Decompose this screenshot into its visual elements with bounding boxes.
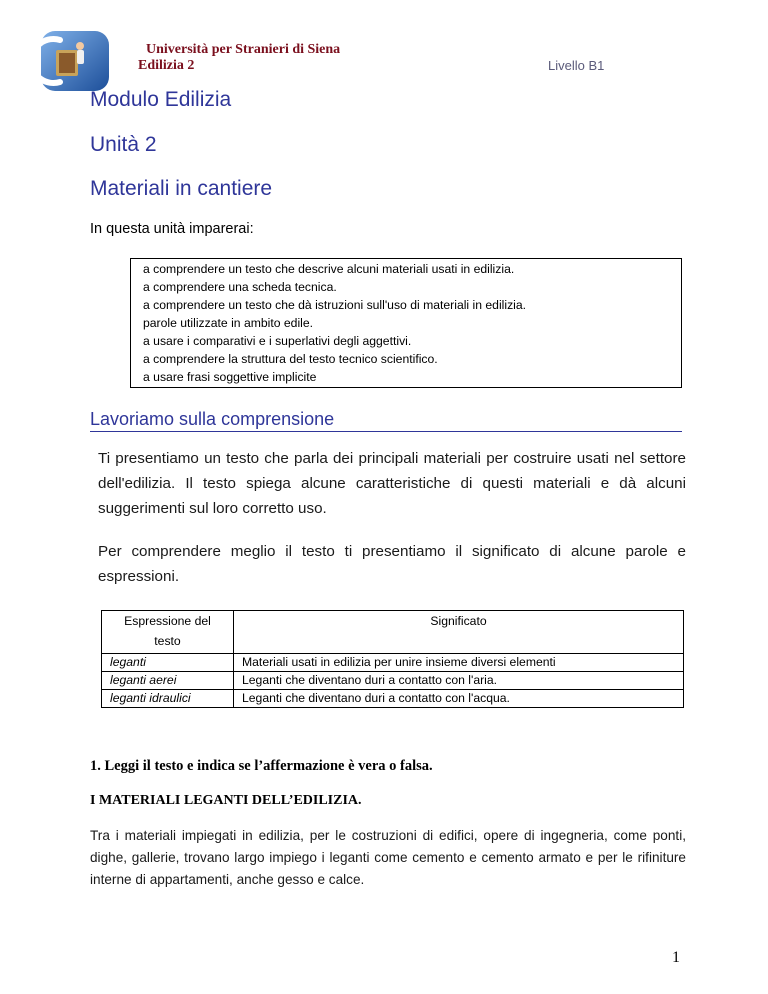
glossary-meaning: Materiali usati in edilizia per unire insieme diversi elementi — [234, 654, 684, 672]
table-row — [102, 690, 684, 708]
intro-paragraph: Ti presentiamo un testo che parla dei principali materiali per costruire usati nel settore dell'edilizia. Il testo spiega alcune caratteristiche di questi materiali e dà alcuni suggerimenti sul loro corretto uso. — [98, 450, 686, 517]
university-name: Università per Stranieri di Siena — [146, 42, 341, 57]
glossary-term: leganti — [102, 654, 234, 672]
section-divider — [90, 431, 682, 432]
objective-item: a comprendere un testo che dà istruzioni sull'uso di materiali in edilizia. — [143, 298, 527, 312]
objective-item: parole utilizzate in ambito edile. — [143, 316, 314, 330]
exercise-instruction: 1. Leggi il testo e indica se l’affermazione è vera o falsa. — [90, 758, 433, 774]
centro-fast-logo — [40, 30, 110, 92]
objective-item: a usare i comparativi e i superlativi degli aggettivi. — [143, 334, 412, 348]
reading-title: I MATERIALI LEGANTI DELL’EDILIZIA. — [90, 793, 362, 808]
unit-heading: Unità 2 — [90, 133, 157, 156]
level-label: Livello B1 — [548, 58, 605, 73]
module-heading: Modulo Edilizia — [90, 88, 232, 111]
objective-item: a comprendere una scheda tecnica. — [143, 280, 337, 294]
objective-item: a comprendere un testo che descrive alcuni materiali usati in edilizia. — [143, 262, 515, 276]
glossary-meaning: Leganti che diventano duri a contatto con l'aria. — [234, 672, 684, 690]
glossary-header-meaning: Significato — [234, 611, 684, 654]
course-name: Edilizia 2 — [138, 58, 195, 73]
table-row — [102, 654, 684, 672]
glossary-header-expression: Espressione del testo — [102, 611, 234, 654]
glossary-meaning: Leganti che diventano duri a contatto con l'acqua. — [234, 690, 684, 708]
objectives-box — [130, 258, 682, 388]
glossary-table — [101, 610, 684, 708]
section-title: Lavoriamo sulla comprensione — [90, 409, 335, 429]
unit-title: Materiali in cantiere — [90, 177, 273, 200]
page-number: 1 — [672, 949, 680, 966]
glossary-header-row — [102, 611, 684, 654]
glossary-term: leganti idraulici — [102, 690, 234, 708]
table-row — [102, 672, 684, 690]
objective-item: a usare frasi soggettive implicite — [143, 370, 317, 384]
objectives-intro: In questa unità imparerai: — [90, 221, 254, 237]
glossary-intro-paragraph: Per comprendere meglio il testo ti presentiamo il significato di alcune parole e espressioni. — [98, 543, 686, 585]
glossary-term: leganti aerei — [102, 672, 234, 690]
objective-item: a comprendere la struttura del testo tecnico scientifico. — [143, 352, 438, 366]
reading-paragraph: Tra i materiali impiegati in edilizia, per le costruzioni di edifici, opere di ingegneria, come ponti, dighe, gallerie, trovano largo impiego i leganti come cemento e cemento armato e per le rifiniture interne di appartamenti, anche gesso e calce. — [90, 828, 686, 887]
